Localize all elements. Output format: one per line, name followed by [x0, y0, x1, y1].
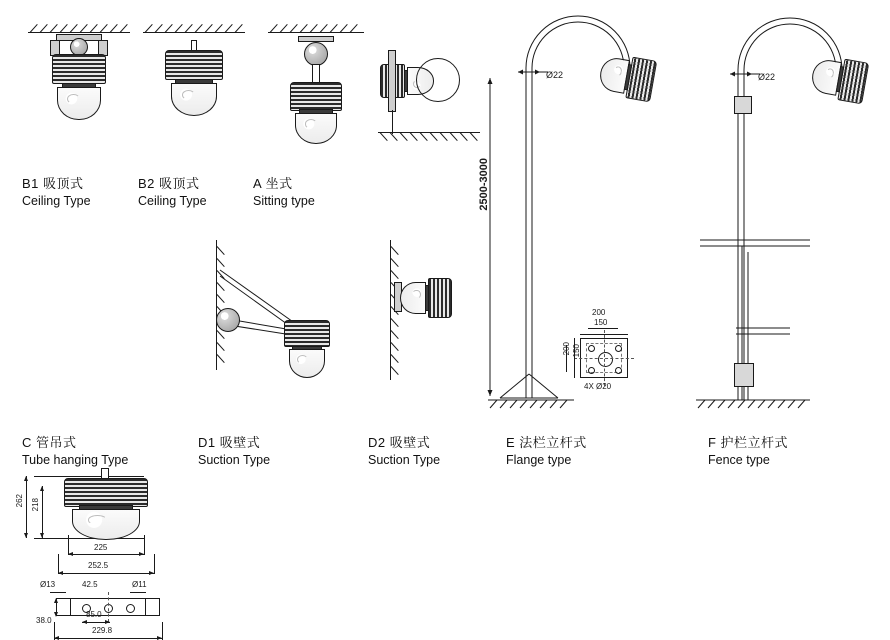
caption-d2 — [368, 434, 440, 468]
pivot-knuckle-d1 — [216, 308, 240, 332]
caption-b1 — [22, 175, 91, 209]
dimline-229-8 — [54, 638, 162, 639]
caption-b1-en: Ceiling Type — [22, 193, 91, 208]
luminaire-d2 — [400, 278, 452, 318]
dim-flange-200-h: 200 — [592, 308, 606, 317]
caption-d1-en: Suction Type — [198, 452, 271, 467]
caption-c — [22, 434, 128, 468]
luminaire-c — [64, 478, 148, 540]
luminaire-d1 — [284, 320, 330, 378]
dim-pole-diameter-e: Ø22 — [546, 70, 564, 80]
clamp-upper-f — [734, 96, 752, 114]
dim-hole-right: Ø11 — [132, 580, 147, 589]
dim-hole-left: Ø13 — [40, 580, 56, 589]
dim-flange-150-v: 150 — [572, 344, 581, 358]
mount-hole-right — [126, 604, 135, 613]
dimline-2525 — [58, 573, 154, 574]
caption-f — [708, 434, 788, 468]
dimline-262 — [26, 476, 27, 538]
dim-225: 225 — [94, 543, 108, 552]
dim-pole-height-e: 2500-3000 — [478, 158, 490, 211]
caption-e — [506, 434, 587, 468]
dim-262: 262 — [15, 494, 24, 508]
figure-a-sitting-detail — [370, 14, 490, 164]
figure-d1 — [200, 230, 360, 410]
caption-d1 — [198, 434, 270, 468]
caption-a-en: Sitting type — [253, 193, 315, 208]
dimline-225 — [68, 554, 144, 555]
figure-f — [690, 8, 890, 418]
luminaire-b1 — [52, 54, 106, 120]
figure-b1 — [20, 14, 140, 164]
caption-f-en: Fence type — [708, 452, 770, 467]
dim-85: 85.0 — [86, 610, 102, 619]
figure-a — [258, 14, 378, 164]
luminaire-f — [809, 54, 869, 105]
caption-b2 — [138, 175, 207, 209]
caption-c-cn: C 管吊式 — [22, 435, 77, 450]
caption-d1-cn: D1 吸壁式 — [198, 435, 261, 450]
ext-line-262-top — [34, 476, 144, 477]
flange-hole-br — [615, 367, 622, 374]
base-bracket-a — [388, 50, 396, 112]
caption-e-en: Flange type — [506, 452, 572, 467]
dim-218: 218 — [31, 498, 40, 512]
dim-229-8: 229.8 — [92, 626, 113, 635]
caption-d2-cn: D2 吸壁式 — [368, 435, 431, 450]
flange-hole-tl — [588, 345, 595, 352]
figure-b2 — [135, 14, 255, 164]
caption-b1-cn: B1 吸顶式 — [22, 176, 84, 191]
flange-hole-tr — [615, 345, 622, 352]
luminaire-a — [290, 82, 342, 144]
caption-b2-cn: B2 吸顶式 — [138, 176, 200, 191]
flange-hole-bl — [588, 367, 595, 374]
ground-hatch-a — [378, 132, 480, 142]
support-post-a — [392, 110, 393, 134]
flange-center-boss — [598, 352, 613, 367]
dim-flange-200-v: 200 — [562, 342, 571, 356]
dim-42-5: 42.5 — [82, 580, 98, 589]
caption-f-cn: F 护栏立杆式 — [708, 435, 789, 450]
caption-b2-en: Ceiling Type — [138, 193, 207, 208]
dim-38: 38.0 — [36, 616, 52, 625]
luminaire-e — [597, 52, 657, 103]
dim-pole-diameter-f: Ø22 — [758, 72, 776, 82]
globe-outline-a-side — [416, 58, 460, 102]
dim-252-5: 252.5 — [88, 561, 109, 570]
dim-flange-150-h: 150 — [594, 318, 608, 327]
figure-e — [478, 8, 678, 418]
caption-d2-en: Suction Type — [368, 452, 441, 467]
stem-a — [312, 64, 320, 84]
caption-a-cn: A 坐式 — [253, 176, 293, 191]
caption-a — [253, 175, 315, 209]
caption-c-en: Tube hanging Type — [22, 452, 129, 467]
dim-flange-holes: 4X Ø20 — [584, 382, 612, 391]
clamp-lower-f — [734, 363, 754, 387]
dimline-218 — [42, 486, 43, 538]
pivot-knuckle-a — [304, 42, 328, 66]
caption-e-cn: E 法栏立杆式 — [506, 435, 587, 450]
luminaire-b2 — [165, 50, 223, 116]
